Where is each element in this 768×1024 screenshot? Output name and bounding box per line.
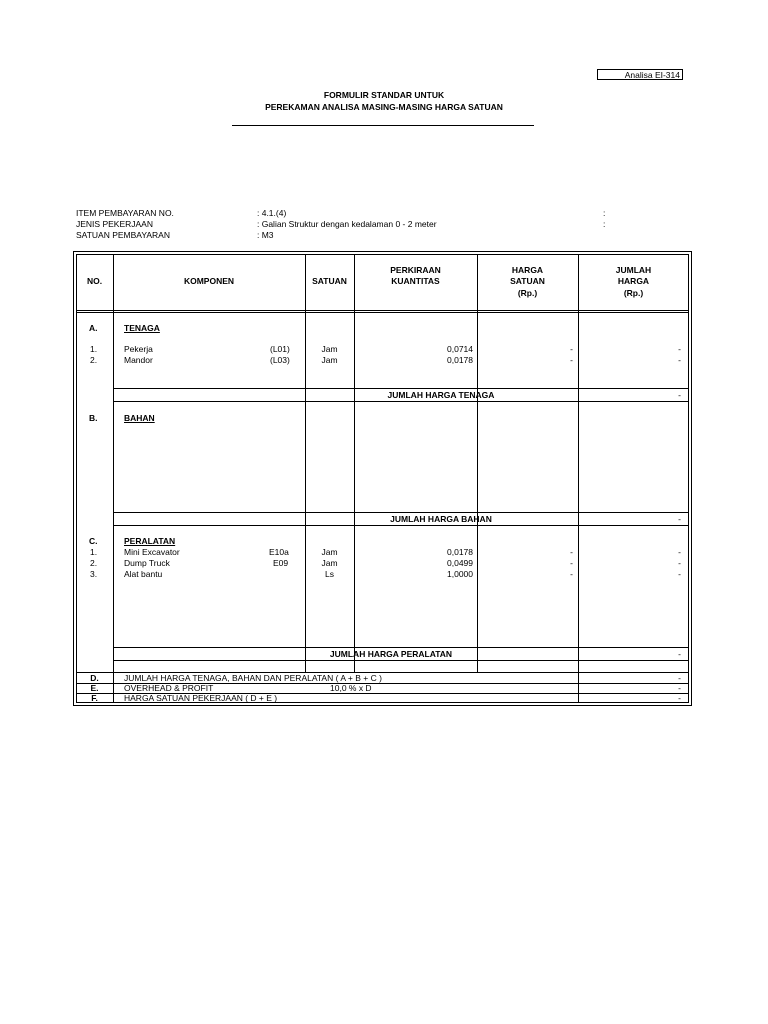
section-b-title: BAHAN — [124, 413, 155, 423]
row-code: (L01) — [270, 344, 290, 354]
summary-text: HARGA SATUAN PEKERJAAN ( D + E ) — [124, 693, 278, 703]
section-a-letter: A. — [89, 323, 98, 333]
row-code: E10a — [269, 547, 289, 557]
form-title-line2: PEREKAMAN ANALISA MASING-MASING HARGA SATUAN — [265, 102, 503, 112]
row-total: - — [678, 558, 681, 568]
header-jumlah-harga: HARGA — [617, 276, 650, 286]
jenis-value: : Galian Struktur dengan kedalaman 0 - 2 meter — [257, 219, 437, 229]
summary-letter: D. — [90, 673, 99, 683]
row-no: 2. — [90, 558, 98, 568]
row-price: - — [570, 355, 573, 365]
summary-value: - — [678, 673, 681, 683]
row-unit: Jam — [321, 558, 338, 568]
section-b-letter: B. — [89, 413, 98, 423]
row-name: Mini Excavator — [124, 547, 180, 557]
section-a-title: TENAGA — [124, 323, 160, 333]
row-total: - — [678, 344, 681, 354]
summary-value: - — [678, 693, 681, 703]
row-qty: 0,0178 — [447, 547, 473, 557]
table-inner-border — [76, 254, 689, 703]
row-total: - — [678, 355, 681, 365]
summary-text: JUMLAH HARGA TENAGA, BAHAN DAN PERALATAN ( A + B + C ) — [124, 673, 382, 683]
subtotal-peralatan-value: - — [678, 649, 681, 659]
row-total: - — [678, 547, 681, 557]
row-price: - — [570, 344, 573, 354]
subtotal-peralatan-label: JUMLAH HARGA PERALATAN — [329, 649, 453, 659]
item-colon-right: : — [603, 208, 606, 218]
header-komponen: KOMPONEN — [183, 276, 235, 286]
subtotal-tenaga-label: JUMLAH HARGA TENAGA — [387, 390, 495, 400]
jenis-colon-right: : — [603, 219, 606, 229]
row-unit: Ls — [325, 569, 334, 579]
summary-percent: 10,0 % x D — [330, 683, 372, 693]
header-no: NO. — [86, 276, 103, 286]
row-price: - — [570, 547, 573, 557]
satuan-value: : M3 — [257, 230, 274, 240]
header-jumlah-rp: (Rp.) — [623, 288, 644, 298]
row-no: 1. — [90, 547, 98, 557]
row-code: (L03) — [270, 355, 290, 365]
row-name: Mandor — [124, 355, 153, 365]
header-jumlah: JUMLAH — [615, 265, 652, 275]
row-name: Pekerja — [124, 344, 153, 354]
row-unit: Jam — [321, 344, 338, 354]
row-code: E09 — [273, 558, 289, 568]
form-title-line1: FORMULIR STANDAR UNTUK — [323, 90, 445, 100]
row-no: 3. — [90, 569, 98, 579]
subtotal-bahan-value: - — [678, 514, 681, 524]
jenis-label: JENIS PEKERJAAN — [76, 219, 153, 229]
header-perkiraan: PERKIRAAN — [390, 265, 441, 275]
subtotal-bahan-label: JUMLAH HARGA BAHAN — [390, 514, 492, 524]
summary-text: OVERHEAD & PROFIT — [124, 683, 214, 693]
summary-letter: E. — [90, 683, 99, 693]
item-value: : 4.1.(4) — [257, 208, 287, 218]
subtotal-tenaga-value: - — [678, 390, 681, 400]
summary-letter: F. — [91, 693, 98, 703]
row-qty: 1,0000 — [447, 569, 473, 579]
summary-value: - — [678, 683, 681, 693]
row-price: - — [570, 558, 573, 568]
item-label: ITEM PEMBAYARAN NO. — [76, 208, 174, 218]
row-qty: 0,0714 — [447, 344, 473, 354]
section-c-letter: C. — [89, 536, 98, 546]
row-total: - — [678, 569, 681, 579]
row-price: - — [570, 569, 573, 579]
row-name: Alat bantu — [124, 569, 163, 579]
header-satuan: SATUAN — [312, 276, 347, 286]
header-harga-satuan: SATUAN — [510, 276, 545, 286]
row-no: 1. — [90, 344, 98, 354]
row-name: Dump Truck — [124, 558, 170, 568]
analysis-code-box: Analisa EI-314 — [597, 69, 683, 80]
row-no: 2. — [90, 355, 98, 365]
row-unit: Jam — [321, 547, 338, 557]
title-underline — [232, 125, 534, 126]
header-harga-rp: (Rp.) — [517, 288, 538, 298]
row-qty: 0,0178 — [447, 355, 473, 365]
row-unit: Jam — [321, 355, 338, 365]
row-qty: 0,0499 — [447, 558, 473, 568]
header-kuantitas: KUANTITAS — [391, 276, 440, 286]
header-harga: HARGA — [511, 265, 544, 275]
section-c-title: PERALATAN — [124, 536, 176, 546]
satuan-label: SATUAN PEMBAYARAN — [76, 230, 170, 240]
